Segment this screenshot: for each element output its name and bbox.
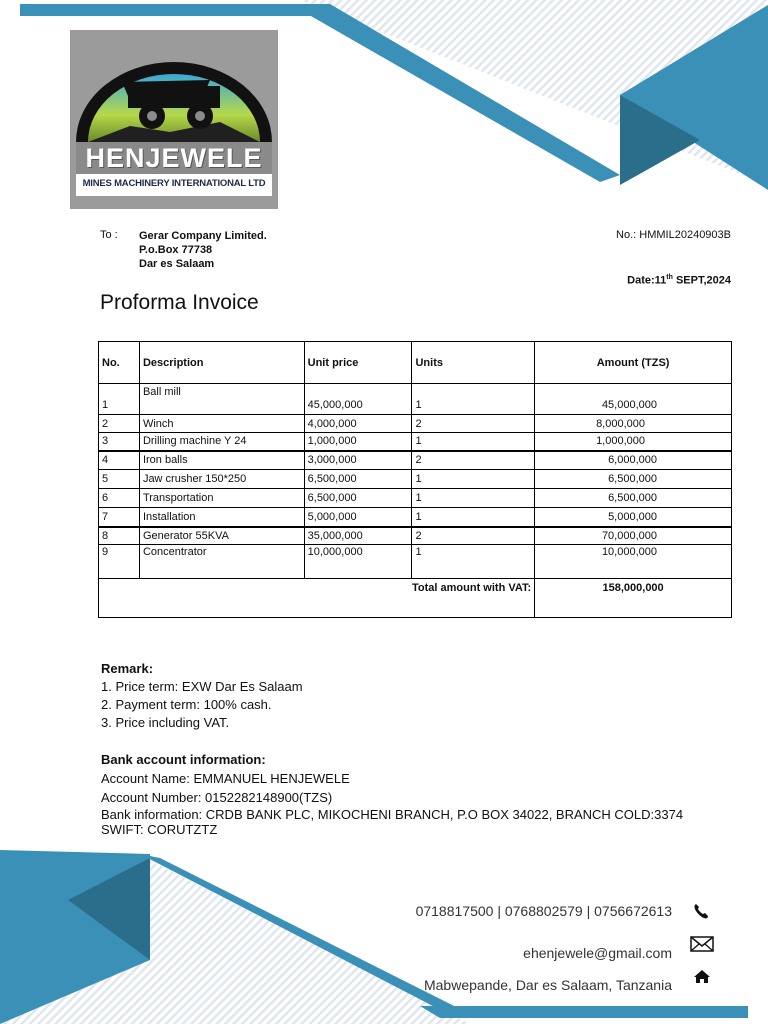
cell-description: Ball mill	[139, 384, 304, 415]
header-units: Units	[412, 342, 535, 384]
cell-units: 2	[412, 415, 535, 433]
cell-amount: 10,000,000	[535, 545, 732, 579]
cell-amount: 6,500,000	[535, 470, 732, 489]
cell-description: Installation	[139, 508, 304, 527]
footer-phones: 0718817500 | 0768802579 | 0756672613	[415, 903, 672, 919]
recipient-city: Dar es Salaam	[139, 258, 215, 270]
total-label: Total amount with VAT:	[99, 579, 535, 618]
cell-amount: 8,000,000	[535, 415, 732, 433]
table-row	[99, 384, 732, 415]
cell-unit-price: 3,000,000	[304, 451, 412, 470]
company-logo	[70, 30, 278, 209]
bank-info: Bank information: CRDB BANK PLC, MIKOCHENI BRANCH, P.O BOX 34022, BRANCH COLD:3374	[101, 807, 684, 822]
table-row	[99, 489, 732, 508]
cell-units: 1	[412, 433, 535, 451]
cell-description: Jaw crusher 150*250	[139, 470, 304, 489]
cell-unit-price: 10,000,000	[304, 545, 412, 579]
cell-no: 9	[99, 545, 140, 579]
total-value: 158,000,000	[535, 579, 732, 618]
cell-unit-price: 5,000,000	[304, 508, 412, 527]
recipient-block	[139, 229, 267, 271]
footer-decoration	[0, 840, 768, 1024]
home-icon	[690, 967, 714, 987]
footer-email: ehenjewele@gmail.com	[523, 945, 672, 961]
table-row	[99, 545, 732, 579]
table-total-row	[99, 579, 732, 618]
document-title: Proforma Invoice	[100, 291, 259, 314]
date-prefix: Date:11	[627, 274, 667, 287]
cell-units: 1	[412, 470, 535, 489]
table-row	[99, 470, 732, 489]
cell-unit-price: 6,500,000	[304, 470, 412, 489]
remark-item: 3. Price including VAT.	[101, 715, 230, 730]
cell-amount: 70,000,000	[535, 527, 732, 545]
invoice-date	[627, 274, 731, 287]
cell-unit-price: 4,000,000	[304, 415, 412, 433]
date-suffix: SEPT,2024	[672, 274, 731, 287]
remark-item: 2. Payment term: 100% cash.	[101, 697, 272, 712]
cell-description: Concentrator	[139, 545, 304, 579]
cell-units: 2	[412, 451, 535, 470]
header-description: Description	[139, 342, 304, 384]
remarks-heading: Remark:	[101, 661, 154, 676]
account-name: Account Name: EMMANUEL HENJEWELE	[101, 771, 350, 786]
logo-subtitle: MINES MACHINERY INTERNATIONAL LTD	[82, 178, 266, 189]
date-sup: th	[666, 274, 673, 281]
invoice-number: No.: HMMIL20240903B	[616, 229, 731, 241]
cell-description: Winch	[139, 415, 304, 433]
cell-amount: 45,000,000	[535, 384, 732, 415]
recipient-box: P.o.Box 77738	[139, 244, 213, 256]
cell-unit-price: 6,500,000	[304, 489, 412, 508]
header-amount: Amount (TZS)	[535, 342, 732, 384]
table-row	[99, 508, 732, 527]
cell-description: Drilling machine Y 24	[139, 433, 304, 451]
remarks-section	[101, 660, 303, 732]
cell-no: 6	[99, 489, 140, 508]
cell-no: 7	[99, 508, 140, 527]
cell-no: 3	[99, 433, 140, 451]
logo-wordmark: HENJEWELE	[85, 143, 263, 173]
cell-units: 1	[412, 384, 535, 415]
cell-description: Generator 55KVA	[139, 527, 304, 545]
cell-unit-price: 1,000,000	[304, 433, 412, 451]
cell-amount: 6,500,000	[535, 489, 732, 508]
header-no: No.	[99, 342, 140, 384]
to-label: To :	[100, 229, 118, 241]
table-row	[99, 527, 732, 545]
cell-no: 2	[99, 415, 140, 433]
cell-no: 5	[99, 470, 140, 489]
header-unit-price: Unit price	[304, 342, 412, 384]
cell-unit-price: 35,000,000	[304, 527, 412, 545]
bank-section	[101, 750, 683, 837]
table-row	[99, 415, 732, 433]
phone-icon	[690, 902, 714, 922]
cell-no: 1	[99, 384, 140, 415]
swift-code: SWIFT: CORUTZTZ	[101, 822, 218, 837]
cell-description: Transportation	[139, 489, 304, 508]
footer-address: Mabwepande, Dar es Salaam, Tanzania	[423, 977, 672, 993]
cell-amount: 1,000,000	[535, 433, 732, 451]
cell-units: 2	[412, 527, 535, 545]
remark-item: 1. Price term: EXW Dar Es Salaam	[101, 679, 303, 694]
cell-amount: 5,000,000	[535, 508, 732, 527]
cell-no: 8	[99, 527, 140, 545]
cell-description: Iron balls	[139, 451, 304, 470]
account-number: Account Number: 0152282148900(TZS)	[101, 790, 333, 805]
cell-units: 1	[412, 508, 535, 527]
recipient-name: Gerar Company Limited.	[139, 230, 267, 242]
cell-unit-price: 45,000,000	[304, 384, 412, 415]
table-header-row	[99, 342, 732, 384]
invoice-table	[98, 341, 732, 618]
bank-heading: Bank account information:	[101, 752, 266, 767]
table-row	[99, 451, 732, 470]
cell-units: 1	[412, 489, 535, 508]
cell-amount: 6,000,000	[535, 451, 732, 470]
table-row	[99, 433, 732, 451]
envelope-icon	[690, 934, 714, 954]
cell-no: 4	[99, 451, 140, 470]
cell-units: 1	[412, 545, 535, 579]
